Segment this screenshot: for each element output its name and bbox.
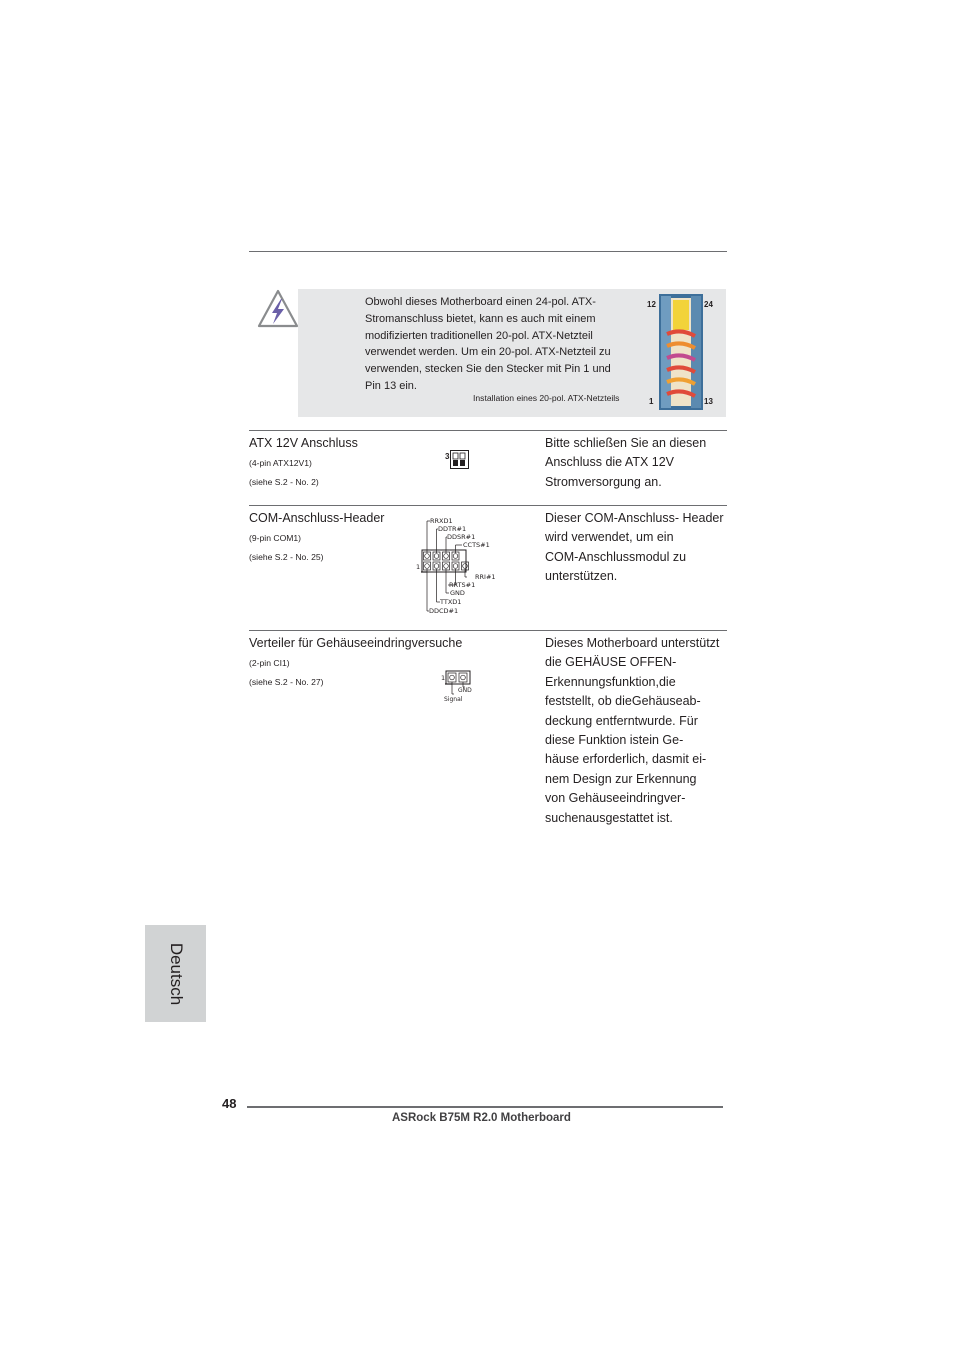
section-description <box>545 509 730 587</box>
section-rule <box>249 630 727 631</box>
section-reference: (siehe S.2 - No. 27) <box>249 677 324 687</box>
desc-line: Bitte schließen Sie an diesen <box>545 436 707 450</box>
atx12v-pin-label: 3 <box>445 452 450 461</box>
section-rule <box>249 505 727 506</box>
language-side-tab <box>145 925 206 1022</box>
caution-triangle-icon <box>257 289 299 329</box>
section-description <box>545 434 730 492</box>
com-pin-label: TTXD1 <box>440 598 462 606</box>
section-title: COM-Anschluss-Header <box>249 511 385 525</box>
desc-line: Erkennungsfunktion,die <box>545 674 676 689</box>
section-pin-info: (2-pin CI1) <box>249 658 290 668</box>
section-reference: (siehe S.2 - No. 2) <box>249 477 319 487</box>
section-title: ATX 12V Anschluss <box>249 436 358 450</box>
desc-line: wird verwendet, um ein <box>545 530 674 545</box>
desc-line: nem Design zur Erkennung <box>545 771 697 786</box>
com-header-diagram <box>414 512 504 618</box>
com-pin-label: 1 <box>416 563 421 571</box>
desc-line: deckung entferntwurde. Für <box>545 713 698 728</box>
pin-label-12: 12 <box>647 300 656 309</box>
com-pin-label: RRXD1 <box>430 517 453 525</box>
note-line: verwenden, stecken Sie den Stecker mit Pin 1 und <box>365 363 611 376</box>
note-line: verwendet werden. Um ein 20-pol. ATX-Netzteil zu <box>365 346 611 359</box>
desc-line: suchenausgestattet ist. <box>545 810 673 825</box>
section-description <box>545 634 730 828</box>
language-tab-label: Deutsch <box>166 942 186 1005</box>
com-pin-label: RRI#1 <box>475 573 496 581</box>
section-rule <box>249 430 727 431</box>
desc-line: häuse erforderlich, dasmit ei- <box>545 752 707 767</box>
com-pin-label: CCTS#1 <box>463 541 490 549</box>
com-pin-label: DDCD#1 <box>429 607 459 615</box>
pin-label-13: 13 <box>704 397 713 406</box>
pin-label-1: 1 <box>649 397 654 406</box>
section-reference: (siehe S.2 - No. 25) <box>249 552 324 562</box>
desc-line: Dieses Motherboard unterstützt <box>545 636 720 650</box>
atx12v-connector-diagram <box>450 450 470 470</box>
note-line: Pin 13 ein. <box>365 379 417 392</box>
footer-rule <box>247 1106 723 1108</box>
section-pin-info: (9-pin COM1) <box>249 533 302 543</box>
com-pin-label: DDSR#1 <box>447 533 476 541</box>
note-line: modifizierten traditionellen 20-pol. ATX-Netzteil <box>365 329 593 342</box>
desc-line: von Gehäuseeindringver- <box>545 791 686 806</box>
ci-pin-label: Signal <box>444 696 463 703</box>
desc-line: feststellt, ob dieGehäuseab- <box>545 694 701 709</box>
ci-pin-label: 1 <box>441 674 446 682</box>
pin-label-24: 24 <box>704 300 713 309</box>
ci-pin-label: GND <box>458 687 472 694</box>
desc-line: Stromversorgung an. <box>545 474 662 489</box>
desc-line: diese Funktion istein Ge- <box>545 733 684 748</box>
note-caption: Installation eines 20-pol. ATX-Netzteils <box>473 393 620 403</box>
desc-line: Dieser COM-Anschluss- Header <box>545 511 724 525</box>
atx-connector-photo <box>659 294 703 410</box>
note-line: Stromanschluss bietet, kann es auch mit einem <box>365 312 596 325</box>
page-number: 48 <box>222 1096 237 1111</box>
desc-line: Anschluss die ATX 12V <box>545 455 675 470</box>
section-pin-info: (4-pin ATX12V1) <box>249 458 312 468</box>
desc-line: COM-Anschlussmodul zu <box>545 549 687 564</box>
com-pin-label: DDTR#1 <box>438 525 467 533</box>
com-pin-label: RRTS#1 <box>449 581 476 589</box>
desc-line: die GEHÄUSE OFFEN- <box>545 655 677 670</box>
com-pin-label: GND <box>450 589 465 597</box>
caution-note-text <box>365 294 635 395</box>
desc-line: unterstützen. <box>545 569 618 584</box>
note-line: Obwohl dieses Motherboard einen 24-pol. ATX- <box>365 296 596 308</box>
top-rule <box>249 251 727 252</box>
chassis-intrusion-header-diagram <box>438 668 478 704</box>
footer-product-name: ASRock B75M R2.0 Motherboard <box>392 1112 571 1124</box>
section-title: Verteiler für Gehäuseeindringversuche <box>249 636 463 650</box>
